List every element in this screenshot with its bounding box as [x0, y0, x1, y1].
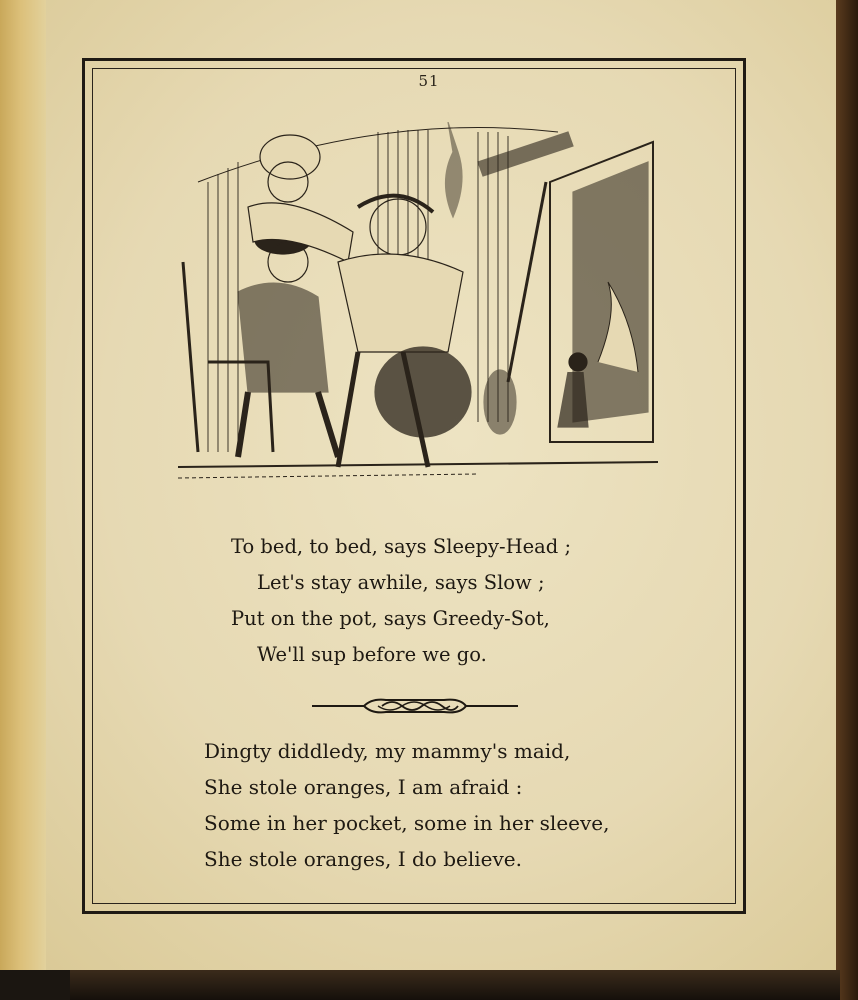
verse-line: To bed, to bed, says Sleepy-Head ; [231, 535, 572, 558]
verse-line: Let's stay awhile, says Slow ; [257, 571, 545, 594]
woodcut-illustration [178, 122, 658, 488]
verse-line: Put on the pot, says Greedy-Sot, [231, 607, 550, 630]
page-edge-bottom [70, 970, 840, 1000]
verse-line: We'll sup before we go. [257, 643, 487, 666]
verse-one [231, 529, 571, 673]
decorative-divider-icon [312, 694, 518, 718]
book-spine [0, 0, 46, 970]
verse-line: Some in her pocket, some in her sleeve, [204, 811, 610, 835]
verse-line: Dingty diddledy, my mammy's maid, [204, 739, 571, 763]
verse-line: She stole oranges, I do believe. [204, 847, 522, 871]
page-number: 51 [418, 72, 440, 90]
verse-two [204, 733, 609, 877]
page-edge-right [836, 0, 858, 1000]
verse-line: She stole oranges, I am afraid : [204, 775, 523, 799]
